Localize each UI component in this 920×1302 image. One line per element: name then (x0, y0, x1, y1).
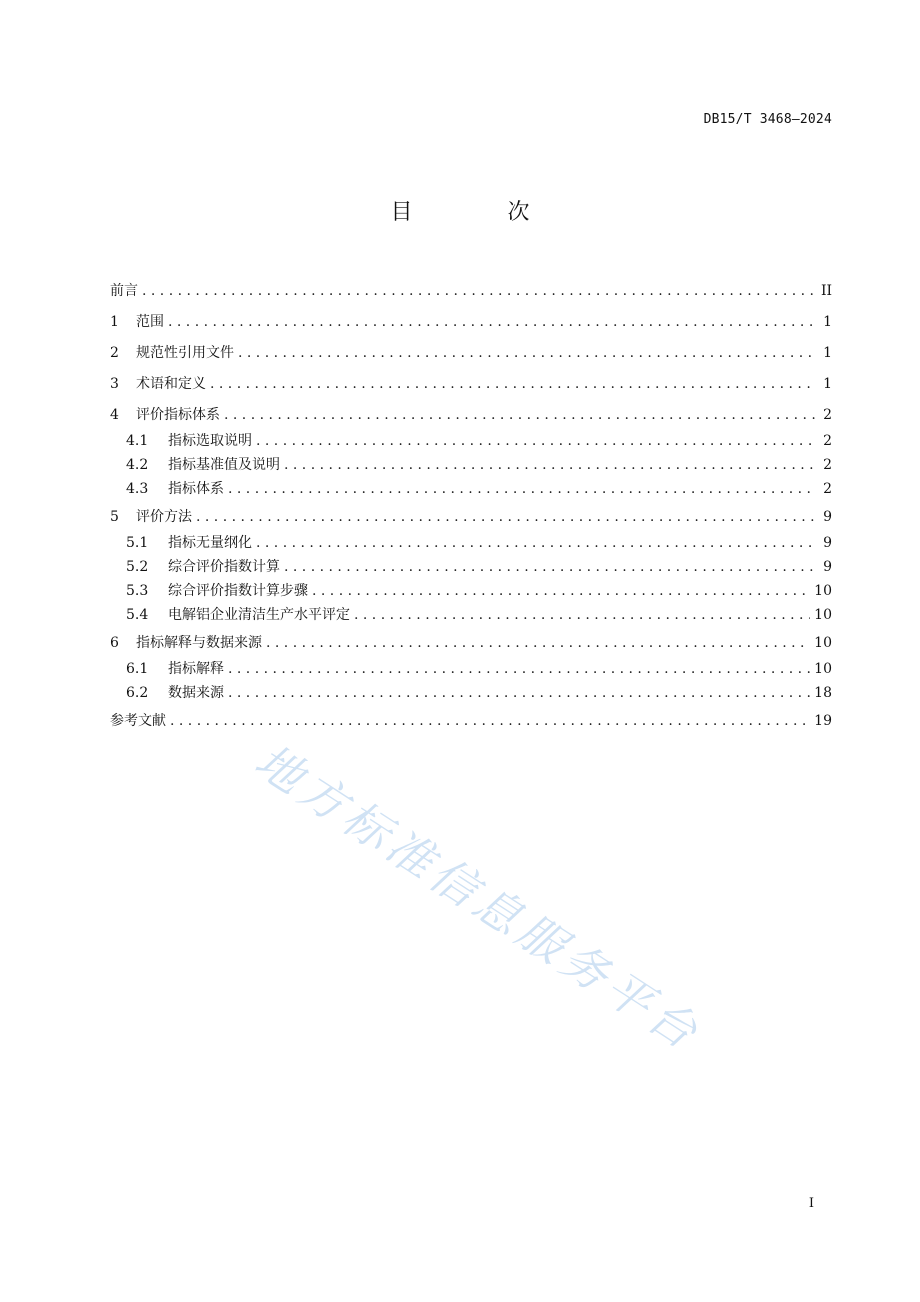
toc-entry-label: 指标无量纲化 (168, 535, 252, 551)
toc-entry-2[interactable] (110, 344, 832, 375)
toc-entry-page: 1 (823, 345, 832, 361)
toc-entry-page: 2 (823, 407, 832, 423)
toc-leader-dots (170, 712, 810, 730)
toc-entry-label: 评价方法 (136, 509, 192, 525)
toc-entry-page: 10 (814, 583, 832, 599)
toc-entry-page: 18 (814, 685, 832, 701)
toc-entry-page: 2 (823, 433, 832, 449)
toc-entry-4[interactable] (110, 406, 832, 432)
toc-entry-page: 10 (814, 661, 832, 677)
toc-entry-number: 2 (110, 345, 119, 361)
toc-entry-page: 10 (814, 607, 832, 623)
toc-entry-1[interactable] (110, 313, 832, 344)
toc-entry-label: 评价指标体系 (136, 407, 220, 423)
toc-entry-label: 数据来源 (168, 685, 224, 701)
toc-entry-3[interactable] (110, 375, 832, 406)
toc-leader-dots (228, 480, 816, 498)
toc-leader-dots (210, 375, 816, 393)
toc-entry-label: 电解铝企业清洁生产水平评定 (168, 607, 350, 623)
toc-entry-page: 10 (814, 635, 832, 651)
toc-entry-number: 5.3 (126, 583, 149, 599)
toc-entry-number: 4 (110, 407, 119, 423)
toc-entry-label: 前言 (110, 283, 138, 299)
toc-entry-number: 4.2 (126, 457, 149, 473)
toc-entry-4-1[interactable] (110, 432, 832, 456)
toc-entry-5-3[interactable] (110, 582, 832, 606)
toc-leader-dots (354, 606, 810, 624)
toc-entry-number: 4.3 (126, 481, 149, 497)
toc-leader-dots (312, 582, 810, 600)
toc-entry-page: 1 (823, 314, 832, 330)
toc-entry-page: 9 (823, 509, 832, 525)
toc-entry-page: 9 (823, 535, 832, 551)
toc-entry-label: 参考文献 (110, 713, 166, 729)
toc-leader-dots (238, 344, 816, 362)
toc-entry-6-2[interactable] (110, 684, 832, 712)
toc-entry-number: 1 (110, 314, 119, 330)
toc-entry-label: 指标选取说明 (168, 433, 252, 449)
toc-leader-dots (142, 282, 816, 300)
toc-entry-4-3[interactable] (110, 480, 832, 508)
toc-leader-dots (228, 660, 810, 678)
toc-entry-references[interactable] (110, 712, 832, 743)
toc-entry-number: 5 (110, 509, 119, 525)
toc-entry-number: 5.4 (126, 607, 149, 623)
toc-entry-5-1[interactable] (110, 534, 832, 558)
toc-entry-page: II (820, 283, 832, 299)
toc-entry-5-2[interactable] (110, 558, 832, 582)
toc-entry-number: 3 (110, 376, 119, 392)
toc-entry-number: 6.1 (126, 661, 149, 677)
toc-entry-5[interactable] (110, 508, 832, 534)
toc-entry-label: 指标解释 (168, 661, 224, 677)
toc-entry-label: 指标解释与数据来源 (136, 635, 262, 651)
toc-leader-dots (284, 558, 816, 576)
toc-leader-dots (266, 634, 810, 652)
toc-entry-page: 19 (814, 713, 832, 729)
toc-entry-page: 2 (823, 481, 832, 497)
document-code: DB15/T 3468—2024 (703, 112, 832, 127)
toc-leader-dots (224, 406, 816, 424)
toc-entry-6[interactable] (110, 634, 832, 660)
toc-entry-label: 指标基准值及说明 (168, 457, 280, 473)
page-number: I (808, 1196, 814, 1211)
toc-leader-dots (196, 508, 816, 526)
toc-entry-page: 1 (823, 376, 832, 392)
toc-entry-label: 范围 (136, 314, 164, 330)
toc-entry-6-1[interactable] (110, 660, 832, 684)
watermark: 地方标准信息服务平台 (245, 733, 712, 1062)
toc-entry-number: 5.2 (126, 559, 149, 575)
toc-entry-label: 规范性引用文件 (136, 345, 234, 361)
toc-entry-number: 6.2 (126, 685, 149, 701)
toc-entry-number: 5.1 (126, 535, 149, 551)
toc-leader-dots (168, 313, 816, 331)
toc-leader-dots (284, 456, 816, 474)
toc-entry-label: 综合评价指数计算 (168, 559, 280, 575)
table-of-contents (110, 282, 832, 743)
toc-leader-dots (256, 432, 816, 450)
toc-title: 目 次 (390, 200, 574, 225)
toc-entry-label: 术语和定义 (136, 376, 206, 392)
toc-entry-page: 2 (823, 457, 832, 473)
toc-leader-dots (256, 534, 816, 552)
toc-entry-label: 综合评价指数计算步骤 (168, 583, 308, 599)
toc-entry-page: 9 (823, 559, 832, 575)
toc-entry-5-4[interactable] (110, 606, 832, 634)
toc-entry-number: 6 (110, 635, 119, 651)
toc-entry-4-2[interactable] (110, 456, 832, 480)
toc-leader-dots (228, 684, 810, 702)
toc-entry-number: 4.1 (126, 433, 149, 449)
toc-entry-label: 指标体系 (168, 481, 224, 497)
toc-entry-foreword[interactable] (110, 282, 832, 313)
